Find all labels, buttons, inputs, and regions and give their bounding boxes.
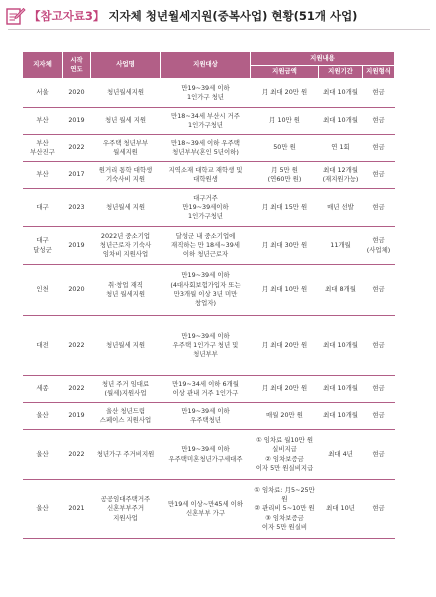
cell-amount: ① 임차료 월10만 원 실비지급 ② 임차보증금 이자 5만 원실비지급 [251, 430, 319, 480]
cell-region: 세종 [23, 376, 63, 403]
cell-period: 최대 10년 [319, 480, 363, 539]
cell-year: 2022 [63, 376, 91, 403]
cell-region: 인천 [23, 265, 63, 316]
cell-program: 청년가구 주거비지원 [91, 430, 161, 480]
cell-region: 부산 [23, 162, 63, 189]
cell-amount: 매월 20만 원 [251, 403, 319, 430]
cell-target: 만19세 이상~만45세 이하 신혼부부 가구 [161, 480, 251, 539]
table-row [23, 189, 395, 227]
cell-year: 2020 [63, 265, 91, 316]
col-header-support: 지원내용 [251, 52, 395, 66]
cell-period: 매년 선발 [319, 189, 363, 227]
col-header-program: 사업명 [91, 52, 161, 79]
cell-period: 최대 10개월 [319, 403, 363, 430]
col-header-start-year: 시작 연도 [63, 52, 91, 79]
cell-year: 2019 [63, 403, 91, 430]
cell-form: 현금 [363, 316, 395, 376]
page-header [6, 4, 430, 28]
table-row [23, 227, 395, 265]
cell-year: 2020 [63, 79, 91, 108]
cell-region: 울산 [23, 430, 63, 480]
cell-year: 2022 [63, 316, 91, 376]
col-header-region: 지자체 [23, 52, 63, 79]
cell-region: 서울 [23, 79, 63, 108]
cell-target: 만19~34세 이하 6개월 이상 관내 거주 1인가구 [161, 376, 251, 403]
cell-program: 청년월세지원 [91, 79, 161, 108]
cell-form: 현금 [363, 162, 395, 189]
cell-form: 현금 [363, 79, 395, 108]
cell-program: 울산 청년드림 스페이스 지원사업 [91, 403, 161, 430]
cell-form: 현금 [363, 265, 395, 316]
cell-program: 청년 주거 임대료 (월세)지원사업 [91, 376, 161, 403]
table-row [23, 79, 395, 108]
cell-period: 11개월 [319, 227, 363, 265]
cell-program: 청년월세 지원 [91, 189, 161, 227]
support-table [22, 51, 395, 539]
table-row [23, 108, 395, 135]
cell-amount: 月 최대 20만 원 [251, 316, 319, 376]
cell-region: 울산 [23, 480, 63, 539]
cell-period: 최대 12개월 (재지원가능) [319, 162, 363, 189]
cell-form: 현금 [363, 108, 395, 135]
cell-period: 최대 10개월 [319, 108, 363, 135]
table-row [23, 316, 395, 376]
table-row [23, 162, 395, 189]
cell-target: 달성군 내 중소기업에 재직하는 만 18세~39세 이하 청년근로자 [161, 227, 251, 265]
title-divider [8, 29, 430, 30]
cell-form: 현금 [363, 189, 395, 227]
col-header-target: 지원대상 [161, 52, 251, 79]
cell-program: 취·창업 재직 청년 월세지원 [91, 265, 161, 316]
cell-target: 만19~39세 이하 (4대사회보험가입자 또는 만3개월 이상 3년 미만 창업자) [161, 265, 251, 316]
cell-form: 현금 [363, 403, 395, 430]
cell-program: 우주택 청년부부 월세지원 [91, 135, 161, 162]
page-title: 지자체 청년월세지원(중복사업) 현황(51개 사업) [108, 9, 358, 23]
cell-region: 부산 [23, 108, 63, 135]
cell-target: 지역소재 대학교 재학생 및 대학원생 [161, 162, 251, 189]
cell-region: 울산 [23, 403, 63, 430]
col-header-period: 지원기간 [319, 66, 363, 79]
reference-tag: 【참고자료3】 [29, 9, 105, 23]
cell-target: 만19~39세 이하 우주택 1인가구 청년 및 청년부부 [161, 316, 251, 376]
cell-target: 만18~39세 이하 우주택 청년부부(혼인 5년이하) [161, 135, 251, 162]
table-row [23, 135, 395, 162]
cell-program: 공공임대주택거주 신혼부부주거 지원사업 [91, 480, 161, 539]
cell-period: 최대 10개월 [319, 79, 363, 108]
cell-amount: ① 임차료: 月5~25만 원 ② 관리비 5~10만 원 ③ 임차보증금 이자 5만 원실비 [251, 480, 319, 539]
col-header-form: 지원형식 [363, 66, 395, 79]
cell-period: 최대 4년 [319, 430, 363, 480]
table-row [23, 430, 395, 480]
col-header-amount: 지원금액 [251, 66, 319, 79]
cell-program: 2022년 중소기업 청년근로자 기숙사 임차비 지원사업 [91, 227, 161, 265]
cell-form: 현금 (사업체) [363, 227, 395, 265]
cell-region: 부산 부산진구 [23, 135, 63, 162]
cell-year: 2023 [63, 189, 91, 227]
cell-amount: 月 10만 원 [251, 108, 319, 135]
cell-year: 2017 [63, 162, 91, 189]
table-row [23, 480, 395, 539]
note-pencil-icon [6, 7, 26, 25]
cell-year: 2022 [63, 135, 91, 162]
cell-year: 2019 [63, 108, 91, 135]
cell-region: 대구 달성군 [23, 227, 63, 265]
cell-region: 대구 [23, 189, 63, 227]
table-row [23, 376, 395, 403]
cell-form: 현금 [363, 135, 395, 162]
cell-period: 최대 8개월 [319, 265, 363, 316]
cell-period: 최대 10개월 [319, 316, 363, 376]
cell-amount: 月 최대 15만 원 [251, 189, 319, 227]
cell-program: 청년월세 지원 [91, 316, 161, 376]
cell-amount: 月 최대 30만 원 [251, 227, 319, 265]
cell-amount: 月 최대 20만 원 [251, 79, 319, 108]
cell-target: 만19~39세 이하 우주택청년 [161, 403, 251, 430]
cell-amount: 50만 원 [251, 135, 319, 162]
cell-form: 현금 [363, 480, 395, 539]
table-row [23, 403, 395, 430]
cell-form: 현금 [363, 430, 395, 480]
cell-year: 2019 [63, 227, 91, 265]
cell-form: 현금 [363, 376, 395, 403]
cell-program: 원거리 통학 대학생 기숙사비 지원 [91, 162, 161, 189]
cell-year: 2021 [63, 480, 91, 539]
cell-target: 대구거주 만19~39세이하 1인가구청년 [161, 189, 251, 227]
cell-amount: 月 최대 20만 원 [251, 376, 319, 403]
cell-year: 2022 [63, 430, 91, 480]
cell-target: 만19~39세 이하 우주택미혼청년가구세대주 [161, 430, 251, 480]
cell-amount: 月 5만 원 (연60만 원) [251, 162, 319, 189]
cell-program: 청년 월세 지원 [91, 108, 161, 135]
cell-target: 만18~34세 부산시 거주 1인가구청년 [161, 108, 251, 135]
cell-period: 최대 10개월 [319, 376, 363, 403]
cell-target: 만19~39세 이하 1인가구 청년 [161, 79, 251, 108]
table-row [23, 265, 395, 316]
cell-period: 연 1회 [319, 135, 363, 162]
cell-region: 대전 [23, 316, 63, 376]
cell-amount: 月 최대 10만 원 [251, 265, 319, 316]
